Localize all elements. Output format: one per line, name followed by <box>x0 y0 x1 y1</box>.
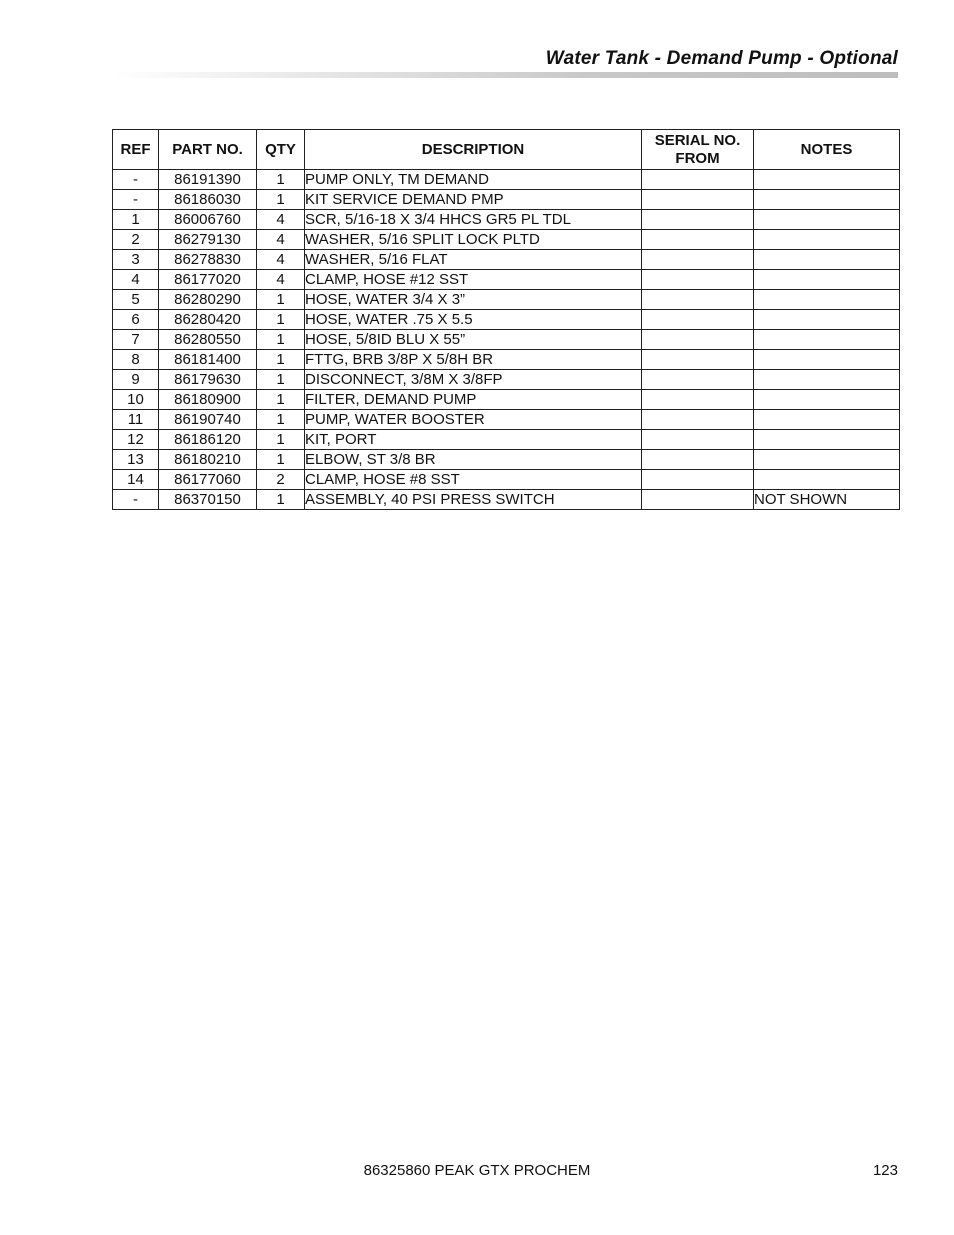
cell-serial-no-from <box>642 370 754 390</box>
table-row <box>113 470 900 490</box>
table-row <box>113 310 900 330</box>
parts-table <box>112 129 900 510</box>
cell-part-no: 86180210 <box>159 450 257 470</box>
cell-ref: 6 <box>113 310 159 330</box>
cell-part-no: 86186030 <box>159 190 257 210</box>
cell-qty: 1 <box>257 350 305 370</box>
cell-qty: 4 <box>257 210 305 230</box>
cell-description: SCR, 5/16-18 X 3/4 HHCS GR5 PL TDL <box>305 210 642 230</box>
cell-qty: 4 <box>257 230 305 250</box>
cell-notes <box>754 390 900 410</box>
table-row <box>113 410 900 430</box>
cell-part-no: 86186120 <box>159 430 257 450</box>
column-header-description: DESCRIPTION <box>305 130 642 170</box>
table-row <box>113 350 900 370</box>
column-header-serial-no-from <box>642 130 754 170</box>
header-rule <box>112 72 898 78</box>
cell-part-no: 86177060 <box>159 470 257 490</box>
cell-notes <box>754 210 900 230</box>
table-row <box>113 210 900 230</box>
cell-part-no: 86006760 <box>159 210 257 230</box>
column-header-serial-line2: FROM <box>675 149 720 167</box>
cell-ref: 13 <box>113 450 159 470</box>
cell-qty: 1 <box>257 430 305 450</box>
cell-description: CLAMP, HOSE #8 SST <box>305 470 642 490</box>
cell-qty: 1 <box>257 370 305 390</box>
cell-description: KIT SERVICE DEMAND PMP <box>305 190 642 210</box>
cell-part-no: 86278830 <box>159 250 257 270</box>
cell-serial-no-from <box>642 230 754 250</box>
cell-ref: 9 <box>113 370 159 390</box>
cell-notes <box>754 290 900 310</box>
cell-qty: 1 <box>257 450 305 470</box>
cell-description: HOSE, WATER 3/4 X 3” <box>305 290 642 310</box>
column-header-ref: REF <box>113 130 159 170</box>
cell-qty: 1 <box>257 390 305 410</box>
cell-part-no: 86191390 <box>159 170 257 190</box>
column-header-notes: NOTES <box>754 130 900 170</box>
table-row <box>113 270 900 290</box>
cell-notes <box>754 470 900 490</box>
page-title: Water Tank - Demand Pump - Optional <box>545 48 898 69</box>
cell-ref: 14 <box>113 470 159 490</box>
cell-description: WASHER, 5/16 FLAT <box>305 250 642 270</box>
cell-ref: 3 <box>113 250 159 270</box>
cell-description: ASSEMBLY, 40 PSI PRESS SWITCH <box>305 490 642 510</box>
table-row <box>113 230 900 250</box>
cell-qty: 4 <box>257 270 305 290</box>
table-row <box>113 250 900 270</box>
cell-serial-no-from <box>642 390 754 410</box>
cell-part-no: 86370150 <box>159 490 257 510</box>
cell-part-no: 86180900 <box>159 390 257 410</box>
cell-ref: 10 <box>113 390 159 410</box>
cell-notes <box>754 350 900 370</box>
cell-serial-no-from <box>642 210 754 230</box>
cell-ref: 1 <box>113 210 159 230</box>
cell-qty: 2 <box>257 470 305 490</box>
cell-notes <box>754 170 900 190</box>
table-row <box>113 190 900 210</box>
cell-description: CLAMP, HOSE #12 SST <box>305 270 642 290</box>
cell-part-no: 86280290 <box>159 290 257 310</box>
cell-ref: - <box>113 170 159 190</box>
column-header-qty: QTY <box>257 130 305 170</box>
cell-serial-no-from <box>642 470 754 490</box>
cell-serial-no-from <box>642 250 754 270</box>
cell-ref: - <box>113 190 159 210</box>
cell-description: HOSE, 5/8ID BLU X 55” <box>305 330 642 350</box>
cell-ref: 5 <box>113 290 159 310</box>
cell-ref: 4 <box>113 270 159 290</box>
table-row <box>113 170 900 190</box>
cell-qty: 4 <box>257 250 305 270</box>
cell-description: PUMP ONLY, TM DEMAND <box>305 170 642 190</box>
column-header-serial-line1: SERIAL NO. <box>654 131 741 149</box>
cell-ref: 11 <box>113 410 159 430</box>
cell-notes <box>754 330 900 350</box>
cell-part-no: 86280550 <box>159 330 257 350</box>
cell-ref: 8 <box>113 350 159 370</box>
cell-serial-no-from <box>642 490 754 510</box>
cell-serial-no-from <box>642 430 754 450</box>
parts-table-body <box>113 170 900 510</box>
cell-ref: 7 <box>113 330 159 350</box>
cell-ref: 2 <box>113 230 159 250</box>
cell-part-no: 86179630 <box>159 370 257 390</box>
table-row <box>113 330 900 350</box>
cell-notes <box>754 250 900 270</box>
table-row <box>113 490 900 510</box>
footer-page-number: 123 <box>872 1162 898 1179</box>
cell-qty: 1 <box>257 310 305 330</box>
cell-serial-no-from <box>642 190 754 210</box>
column-header-part-no: PART NO. <box>159 130 257 170</box>
table-row <box>113 370 900 390</box>
cell-notes <box>754 450 900 470</box>
cell-description: PUMP, WATER BOOSTER <box>305 410 642 430</box>
cell-serial-no-from <box>642 410 754 430</box>
cell-part-no: 86177020 <box>159 270 257 290</box>
cell-part-no: 86181400 <box>159 350 257 370</box>
table-header-row <box>113 130 900 170</box>
cell-qty: 1 <box>257 330 305 350</box>
cell-notes <box>754 410 900 430</box>
cell-ref: 12 <box>113 430 159 450</box>
cell-ref: - <box>113 490 159 510</box>
cell-serial-no-from <box>642 170 754 190</box>
cell-serial-no-from <box>642 350 754 370</box>
cell-qty: 1 <box>257 410 305 430</box>
cell-serial-no-from <box>642 330 754 350</box>
cell-notes <box>754 270 900 290</box>
cell-qty: 1 <box>257 290 305 310</box>
cell-description: ELBOW, ST 3/8 BR <box>305 450 642 470</box>
cell-notes <box>754 430 900 450</box>
cell-serial-no-from <box>642 450 754 470</box>
cell-qty: 1 <box>257 190 305 210</box>
cell-description: DISCONNECT, 3/8M X 3/8FP <box>305 370 642 390</box>
cell-serial-no-from <box>642 290 754 310</box>
cell-serial-no-from <box>642 310 754 330</box>
cell-part-no: 86190740 <box>159 410 257 430</box>
table-row <box>113 290 900 310</box>
cell-description: FILTER, DEMAND PUMP <box>305 390 642 410</box>
table-row <box>113 430 900 450</box>
cell-part-no: 86279130 <box>159 230 257 250</box>
cell-qty: 1 <box>257 170 305 190</box>
cell-description: FTTG, BRB 3/8P X 5/8H BR <box>305 350 642 370</box>
cell-notes <box>754 310 900 330</box>
cell-notes: NOT SHOWN <box>754 490 900 510</box>
cell-notes <box>754 370 900 390</box>
cell-description: HOSE, WATER .75 X 5.5 <box>305 310 642 330</box>
cell-qty: 1 <box>257 490 305 510</box>
footer-document-title: 86325860 PEAK GTX PROCHEM <box>363 1162 591 1179</box>
cell-description: WASHER, 5/16 SPLIT LOCK PLTD <box>305 230 642 250</box>
table-row <box>113 450 900 470</box>
cell-notes <box>754 230 900 250</box>
table-row <box>113 390 900 410</box>
cell-part-no: 86280420 <box>159 310 257 330</box>
cell-serial-no-from <box>642 270 754 290</box>
cell-notes <box>754 190 900 210</box>
cell-description: KIT, PORT <box>305 430 642 450</box>
